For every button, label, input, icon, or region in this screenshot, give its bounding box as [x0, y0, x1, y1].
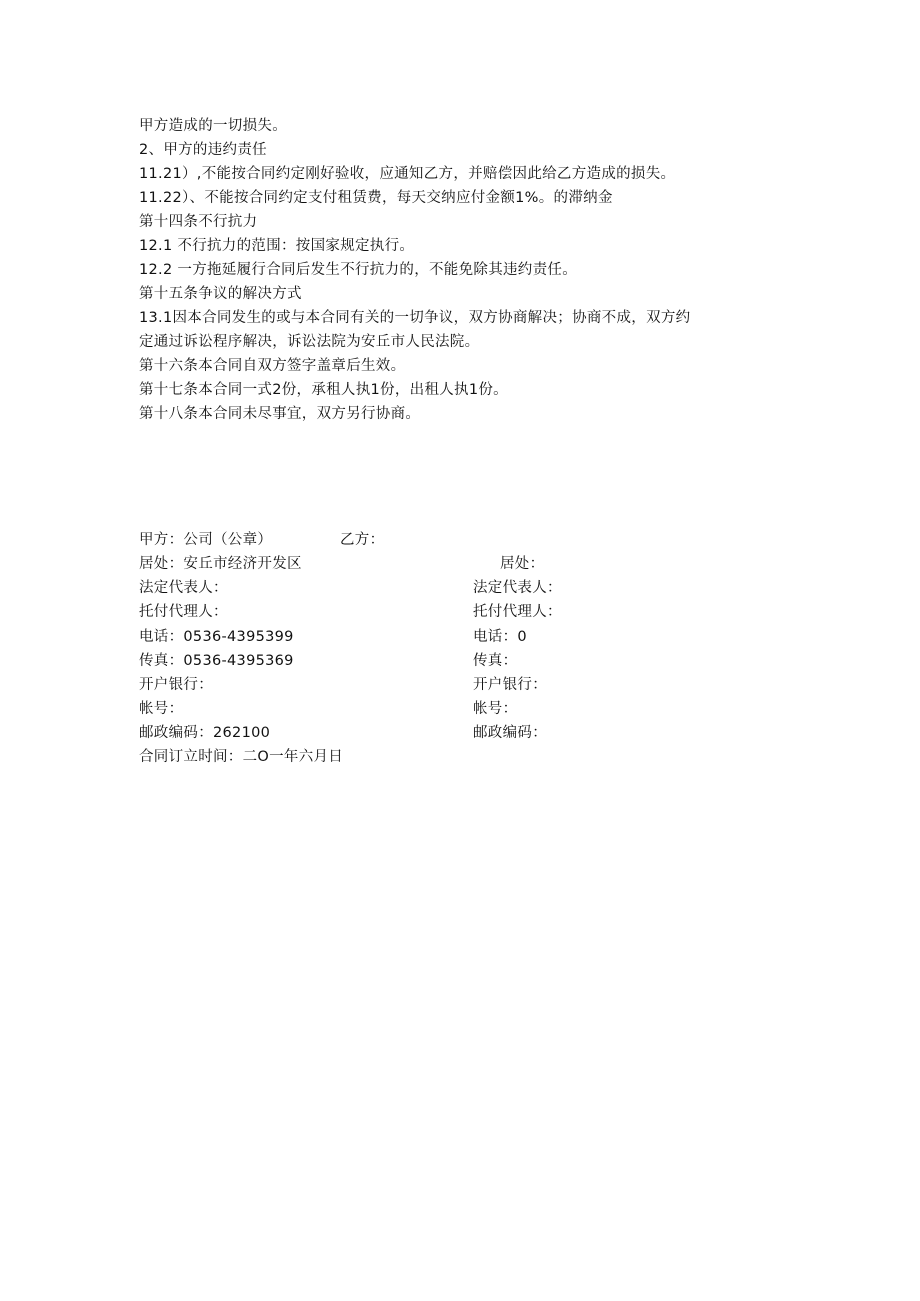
party-a-postcode: 邮政编码：262100: [139, 725, 271, 741]
party-b-bank: 开户银行：: [473, 677, 547, 693]
party-a-phone: 电话：0536-4395399: [139, 629, 294, 645]
party-b-fax: 传真：: [473, 653, 518, 669]
party-a-bank: 开户银行：: [139, 677, 213, 693]
party-a-account: 帐号：: [139, 701, 184, 717]
party-b-agent: 托付代理人：: [473, 604, 562, 620]
party-a-fax: 传真：0536-4395369: [139, 653, 294, 669]
clause-heading: 2、甲方的违约责任: [139, 142, 267, 158]
clause-line: 13.1因本合同发生的或与本合同有关的一切争议，双方协商解决；协商不成，双方约: [139, 310, 691, 326]
party-b-legal-rep: 法定代表人：: [473, 580, 562, 596]
clause-line: 11.22）、不能按合同约定支付租赁费，每天交纳应付金额1%。的滞纳金: [139, 190, 613, 206]
clause-line: 12.1 不行抗力的范围：按国家规定执行。: [139, 238, 415, 254]
party-a-label: 甲方：公司（公章）: [139, 532, 273, 548]
party-b-phone: 电话：0: [473, 629, 527, 645]
clause-line: 12.2 一方拖延履行合同后发生不行抗力的，不能免除其违约责任。: [139, 262, 577, 278]
party-b-account: 帐号：: [473, 701, 518, 717]
article-heading: 第十四条不行抗力: [139, 214, 258, 230]
party-b-postcode: 邮政编码：: [473, 725, 547, 741]
contract-date: 合同订立时间：二O一年六月日: [139, 749, 344, 765]
article-line: 第十七条本合同一式2份，承租人执1份，出租人执1份。: [139, 382, 508, 398]
party-b-label: 乙方：: [340, 532, 385, 548]
clause-line: 11.21）,不能按合同约定刚好验收，应通知乙方，并赔偿因此给乙方造成的损失。: [139, 166, 676, 182]
party-a-agent: 托付代理人：: [139, 604, 228, 620]
article-heading: 第十五条争议的解决方式: [139, 286, 302, 302]
article-line: 第十八条本合同未尽事宜，双方另行协商。: [139, 406, 421, 422]
party-a-legal-rep: 法定代表人：: [139, 580, 228, 596]
article-line: 第十六条本合同自双方签字盖章后生效。: [139, 358, 406, 374]
clause-line: 甲方造成的一切损失。: [139, 118, 287, 134]
party-a-address: 居处：安丘市经济开发区: [139, 556, 302, 572]
party-b-address: 居处：: [500, 556, 545, 572]
clause-line: 定通过诉讼程序解决，诉讼法院为安丘市人民法院。: [139, 334, 480, 350]
